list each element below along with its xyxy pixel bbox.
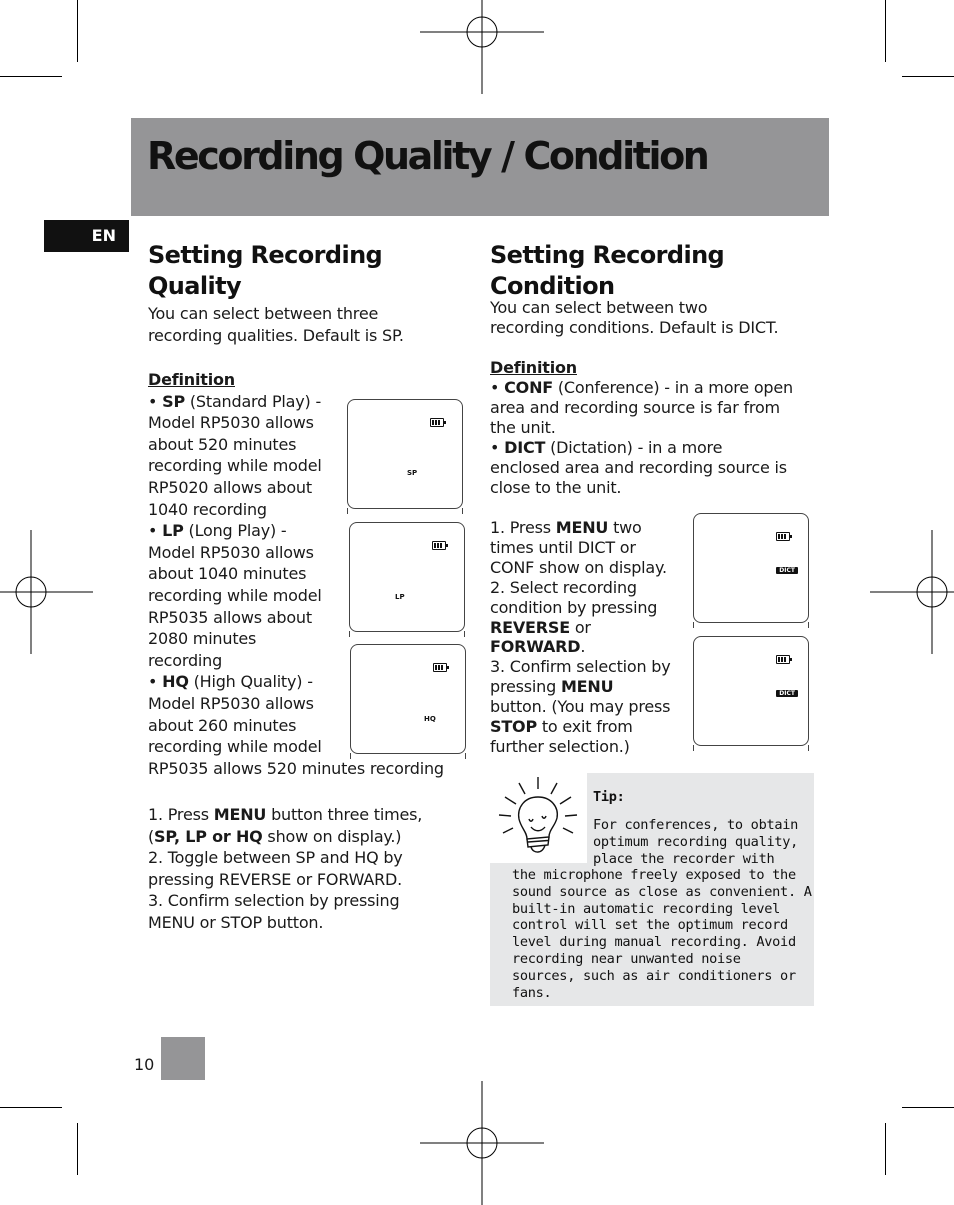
def-line: RP5035 allows 520 minutes recording bbox=[148, 758, 444, 778]
intro-line: You can select between two bbox=[490, 298, 708, 317]
crop-mark bbox=[0, 1107, 62, 1108]
step-line bbox=[490, 717, 671, 737]
lcd-display-dict-2 bbox=[693, 636, 809, 746]
mode-keys: SP, LP or HQ bbox=[154, 826, 263, 846]
section-heading-quality bbox=[148, 240, 382, 302]
tip-text-bottom bbox=[512, 867, 812, 1001]
def-line: close to the unit. bbox=[490, 478, 622, 497]
dict-definition: • DICT (Dictation) - in a more bbox=[490, 438, 723, 457]
crop-mark bbox=[885, 1123, 886, 1175]
lcd-display-sp bbox=[347, 399, 463, 509]
lcd-display-hq bbox=[350, 644, 466, 754]
def-line: 2080 minutes bbox=[148, 629, 257, 649]
registration-mark bbox=[0, 530, 93, 654]
hq-key: HQ bbox=[162, 672, 189, 692]
display-mode: LP bbox=[395, 593, 405, 601]
step-line bbox=[490, 677, 671, 697]
step-line bbox=[490, 637, 671, 657]
step-text: show on display.) bbox=[262, 826, 402, 846]
step-line: times until DICT or bbox=[490, 537, 636, 557]
def-line: 1040 recording bbox=[148, 499, 267, 519]
reverse-key: REVERSE bbox=[490, 617, 570, 637]
heading-line: Condition bbox=[490, 272, 615, 300]
crop-mark bbox=[902, 1107, 954, 1108]
step-2-cont: pressing REVERSE or FORWARD. bbox=[148, 869, 403, 889]
heading-line: Quality bbox=[148, 272, 242, 300]
heading-line: Setting Recording bbox=[490, 241, 725, 269]
step-3: 3. Confirm selection by pressing bbox=[148, 891, 400, 911]
def-line: Model RP5030 allows bbox=[148, 413, 314, 433]
stop-key: STOP bbox=[490, 717, 537, 737]
lightbulb-icon bbox=[491, 775, 585, 861]
page-title: Recording Quality / Condition bbox=[147, 134, 708, 178]
menu-key: MENU bbox=[213, 805, 267, 824]
tip-line: optimum recording quality, bbox=[593, 833, 798, 850]
step-2: 2. Toggle between SP and HQ by bbox=[148, 848, 403, 868]
step-text: 1. Press bbox=[490, 518, 556, 537]
sp-key: SP bbox=[162, 391, 185, 411]
step-text: ( bbox=[148, 826, 155, 846]
def-line: area and recording source is far from bbox=[490, 398, 780, 417]
def-text: (Conference) - in a more open bbox=[553, 378, 793, 397]
menu-key: MENU bbox=[555, 518, 609, 537]
crop-mark bbox=[902, 76, 954, 77]
display-base bbox=[350, 753, 466, 759]
display-base bbox=[693, 745, 809, 751]
step-text: . bbox=[580, 637, 586, 657]
tip-line: control will set the optimum record bbox=[512, 917, 788, 934]
step-text: pressing bbox=[490, 677, 561, 697]
conf-key: CONF bbox=[504, 378, 553, 397]
tip-line: place the recorder with bbox=[593, 850, 775, 867]
definition-label: Definition bbox=[148, 370, 235, 389]
def-line: RP5020 allows about bbox=[148, 477, 312, 497]
section-heading-condition bbox=[490, 240, 724, 302]
intro-line: You can select between three bbox=[148, 304, 379, 323]
forward-key: FORWARD bbox=[490, 637, 581, 657]
intro-line: recording qualities. Default is SP. bbox=[148, 325, 404, 345]
step-line: CONF show on display. bbox=[490, 557, 667, 577]
heading-line: Setting Recording bbox=[148, 241, 383, 269]
step-line bbox=[490, 618, 671, 638]
def-line: recording while model bbox=[148, 585, 322, 605]
tip-text-top bbox=[593, 817, 798, 867]
def-line: recording bbox=[148, 650, 223, 670]
battery-icon bbox=[432, 541, 446, 550]
display-mode: SP bbox=[407, 469, 418, 477]
display-base bbox=[693, 622, 809, 628]
step-line: further selection.) bbox=[490, 736, 630, 756]
tip-line: sources, such as air conditioners or bbox=[512, 967, 796, 984]
def-text: (Standard Play) - bbox=[184, 391, 322, 411]
def-line: about 1040 minutes bbox=[148, 564, 307, 584]
intro-line: recording conditions. Default is DICT. bbox=[490, 318, 779, 337]
registration-mark bbox=[420, 1081, 544, 1205]
def-text: (Dictation) - in a more bbox=[545, 438, 723, 457]
crop-mark bbox=[77, 0, 78, 62]
def-line: Model RP5030 allows bbox=[148, 693, 314, 713]
step-line: button. (You may press bbox=[490, 697, 671, 717]
page-marker-block bbox=[161, 1037, 205, 1080]
def-text: (High Quality) - bbox=[188, 672, 313, 692]
battery-icon bbox=[776, 655, 790, 664]
lcd-display-lp bbox=[349, 522, 465, 632]
def-line: Model RP5030 allows bbox=[148, 542, 314, 562]
step-text: or bbox=[569, 617, 591, 637]
crop-mark bbox=[77, 1123, 78, 1175]
battery-icon bbox=[776, 532, 790, 541]
registration-mark bbox=[870, 530, 954, 654]
definition-label: Definition bbox=[490, 358, 577, 377]
condition-steps bbox=[490, 518, 671, 757]
def-line: enclosed area and recording source is bbox=[490, 458, 787, 477]
def-text: (Long Play) - bbox=[183, 521, 287, 541]
step-1 bbox=[148, 804, 422, 826]
sp-definition: • SP (Standard Play) - bbox=[148, 391, 322, 411]
crop-mark bbox=[0, 76, 62, 77]
step-1-cont bbox=[148, 826, 422, 848]
tip-line: level during manual recording. Avoid bbox=[512, 934, 796, 951]
condition-definitions bbox=[490, 358, 793, 498]
step-3-cont: MENU or STOP button. bbox=[148, 912, 324, 932]
display-mode: DICT bbox=[776, 690, 798, 697]
lp-key: LP bbox=[162, 521, 184, 541]
tip-line: built-in automatic recording level bbox=[512, 900, 781, 917]
step-text: 1. Press bbox=[148, 805, 214, 824]
page-number: 10 bbox=[134, 1055, 155, 1074]
lcd-display-dict-1 bbox=[693, 513, 809, 623]
quality-intro bbox=[148, 303, 404, 346]
tip-line: the microphone freely exposed to the bbox=[512, 867, 796, 883]
def-line: RP5035 allows about bbox=[148, 607, 312, 627]
display-mode: DICT bbox=[776, 567, 798, 574]
step-text: to exit from bbox=[536, 717, 633, 737]
def-line: about 260 minutes bbox=[148, 715, 297, 735]
dict-key: DICT bbox=[504, 438, 546, 457]
tip-line: recording near unwanted noise bbox=[512, 950, 741, 967]
step-3: 3. Confirm selection by bbox=[490, 657, 671, 677]
menu-key: MENU bbox=[560, 677, 614, 697]
tip-label: Tip: bbox=[593, 789, 625, 805]
battery-icon bbox=[430, 418, 444, 427]
crop-mark bbox=[885, 0, 886, 62]
step-2: 2. Select recording bbox=[490, 577, 637, 597]
def-line: recording while model bbox=[148, 737, 322, 757]
display-base bbox=[347, 508, 463, 514]
registration-mark bbox=[420, 0, 544, 94]
display-mode: HQ bbox=[424, 715, 436, 723]
def-line: recording while model bbox=[148, 456, 322, 476]
step-text: button three times, bbox=[266, 805, 423, 824]
tip-line: sound source as close as convenient. A bbox=[512, 883, 812, 900]
condition-intro bbox=[490, 298, 778, 338]
tip-line: fans. bbox=[512, 984, 552, 1001]
step-line: condition by pressing bbox=[490, 597, 658, 617]
step-1 bbox=[490, 518, 671, 538]
def-line: the unit. bbox=[490, 418, 556, 437]
tip-line: For conferences, to obtain bbox=[593, 817, 798, 833]
display-base bbox=[349, 631, 465, 637]
lp-definition: • LP (Long Play) - bbox=[148, 521, 287, 541]
def-line: about 520 minutes bbox=[148, 434, 297, 454]
quality-steps bbox=[148, 804, 422, 934]
hq-definition: • HQ (High Quality) - bbox=[148, 672, 313, 692]
step-text: two bbox=[608, 518, 642, 537]
conf-definition: • CONF (Conference) - in a more open bbox=[490, 378, 793, 397]
language-tab: EN bbox=[44, 220, 129, 252]
battery-icon bbox=[433, 663, 447, 672]
